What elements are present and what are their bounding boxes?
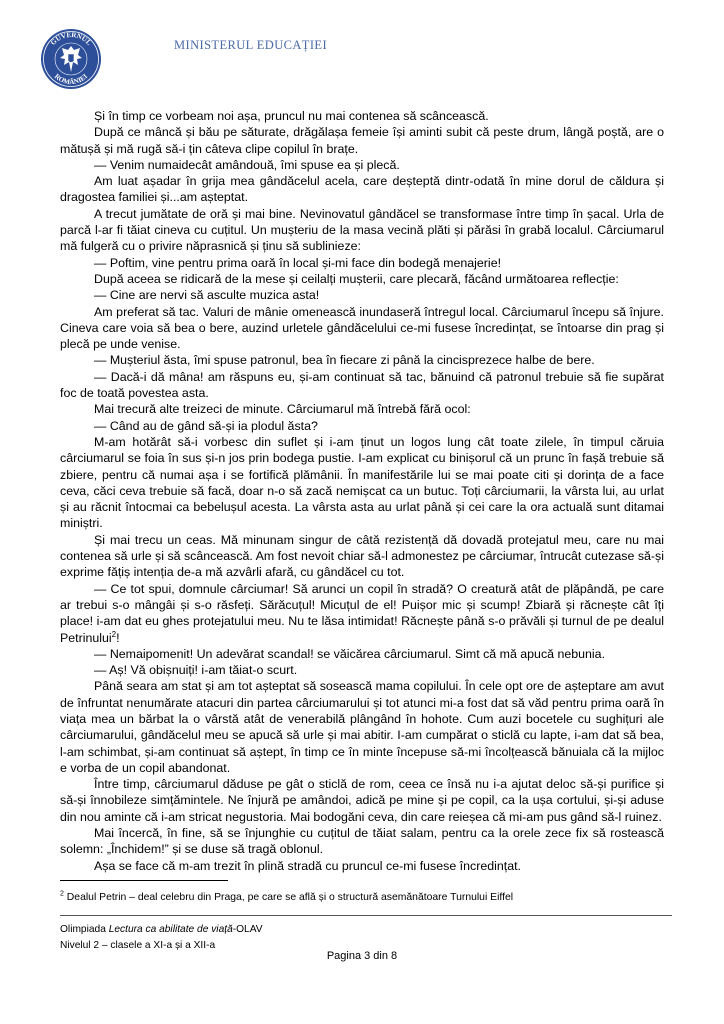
paragraph: A trecut jumătate de oră și mai bine. Nevinovatul gândăcel se transformase între timp în șacal. Urla de parcă l-ar fi tăiat cineva cu cuțitul. Un mușteriu de la masa vecină plăti și părăsi în grabă localul. Cârciumarul mă fulgeră cu o privire năprasnică și ținu să sublinieze: [60,206,664,254]
paragraph: — Poftim, vine pentru prima oară în local și-mi face din bodegă menajerie! [94,255,502,270]
footnote-text: Dealul Petrin – deal celebru din Praga, pe care se află și o structură asemănătoare Turnului Eiffel [63,892,514,903]
page-number: Pagina 3 din 8 [326,950,398,962]
paragraph: Am luat așadar în grija mea gândăcelul acela, care deșteptă dintr-odată în mine dorul de căldura și dragostea familiei și...am așteptat. [60,174,664,205]
footnote [60,892,670,903]
olympiad-suffix: -OLAV [232,924,263,935]
paragraph-with-footnote [60,581,664,646]
paragraph: După aceea se ridicară de la mese și ceilalți mușterii, care plecară, făcând următoarea reflecție: [94,271,619,286]
olympiad-prefix: Olimpiada [60,924,109,935]
paragraph: — Când au de gând să-și ia plodul ăsta? [94,418,318,433]
paragraph: După ce mâncă și bău pe săturate, drăgălașa femeie își aminti subit că peste drum, lângă poștă, are o mătușă și mă rugă să-i țin câteva clipe copilul în brațe. [60,125,664,156]
paragraph: Așa se face că m-am trezit în plină stradă cu pruncul ce-mi fusese încredințat. [94,858,521,873]
footnote-divider [60,880,228,881]
story-body [60,108,664,874]
government-logo [40,28,102,90]
paragraph: — Dacă-i dă mâna! am răspuns eu, și-am continuat să tac, bănuind că patronul trebuie să fie supărat foc de toată povestea asta. [60,369,664,401]
olympiad-line [60,922,263,938]
logo-text-bottom: ROMÂNIEI [52,72,90,87]
paragraph: — Nemaipomenit! Un adevărat scandal! se văicărea cârciumarul. Simt că mă apucă nebunia. [94,646,606,661]
level-line: Nivelul 2 – clasele a XI-a și a XII-a [60,940,216,951]
paragraph: M-am hotărât să-i vorbesc din suflet și i-am ținut un logos lung cât toate zilele, în timpul căruia cârciumarul se foia în sus și-n jos prin bodega pustie. I-am explicat cu binișorul că un prunc în fașă trebuie să zbiere, pentru că numai așa i se fortifică plămânii. În manifestările lui se mai poate citi și dorința de a face ceva, căci ceva trebuie să facă, doar n-o să zacă nemișcat ca un butuc. Toți cârciumarii, la vârsta lui, au urlat și au răcnit întocmai ca bebelușul acesta. La vârsta asta au urlat până și cei care la ora actuală sunt ditamai miniștri. [60,434,664,531]
paragraph: — Mușteriul ăsta, îmi spuse patronul, bea în fiecare zi până la cincisprezece halbe de bere. [94,353,595,368]
paragraph: Mai încercă, în fine, să se înjunghie cu cuțitul de tăiat salam, pentru ca la orele zece fix să rostească solemn: „Închidem!” și se duse să tragă oblonul. [60,826,664,857]
olympiad-title: Lectura ca abilitate de viață [108,924,233,935]
footer-divider [60,915,672,916]
logo-text-top: GUVERNUL [49,30,93,47]
paragraph: Mai trecură alte treizeci de minute. Cârciumarul mă întrebă fără ocol: [94,402,471,417]
footnote-marker: 2 [60,890,64,898]
paragraph: Am preferat să tac. Valuri de mânie omenească inundaseră întregul local. Cârciumarul începu să înjure. Cineva care voia să bea o bere, auzind urletele gândăcelului ce-mi fusese încredințat, se întoarse din prag și plecă pe unde venise. [60,304,664,352]
paragraph: — Venim numaidecât amândouă, îmi spuse ea și plecă. [94,157,400,172]
paragraph: Și în timp ce vorbeam noi așa, pruncul nu mai contenea să scâncească. [94,109,489,123]
ministry-title: MINISTERUL EDUCAȚIEI [174,38,328,52]
paragraph: Și mai trecu un ceas. Mă minunam singur de câtă rezistență dă dovadă protejatul meu, care nu mai contenea să urle și să scâncească. Am fost nevoit chiar să-l admonestez pe cârciumar, întrucât cutezase să-și exprime fățiș intenția de-a mă azvârli afară, cu gândăcel cu tot. [60,532,664,580]
paragraph: — Aș! Vă obișnuiți! i-am tăiat-o scurt. [94,663,298,678]
page-header [40,28,680,92]
paragraph-text: — Ce tot spui, domnule cârciumar! Să arunci un copil în stradă? O creatură atât de plăpândă, pe care ar trebui s-o mângâi și s-o răsfeți. Sărăcuțul! Micuțul de el! Puișor mic și scump! Zbiară și răcnește cât îți place! i-am dat eu ghes protejatului meu. Nu te lăsa intimidat! Răcnește până s-o prăvăli și turnul de pe dealul Petrinului [60,581,664,645]
paragraph-end: ! [116,630,120,645]
paragraph: Până seara am stat și am tot așteptat să sosească mama copilului. În cele opt ore de așteptare am avut de înfruntat nenumărate atacuri din partea cârciumarului și tot atunci mi-a fost dat să văd pentru prima oară în viața mea un bărbat la o vârstă atât de venerabilă plângând în hohote. Cum auzi bocetele cu sughițuri ale cârciumarului, gândăcelul meu se apucă să urle și mai abitir. I-am cumpărat o sticlă cu lapte, i-am dat să bea, l-am schimbat, și-am continuat să aștept, în timp ce în minte începuse să-mi încolțească bănuiala că la mijloc e vorba de un copil abandonat. [60,679,664,775]
paragraph: Între timp, cârciumarul dăduse pe gât o sticlă de rom, ceea ce însă nu i-a ajutat deloc să-și purifice și să-și înnobileze simțămintele. Ne înjură pe amândoi, adică pe mine și pe copil, ca la ușa cortului, și-și aduse din nou aminte că i-am stricat negustoria. Mai bodogăni ceva, din care reieșea că mi-am pus gând să-l ruinez. [60,777,664,824]
paragraph: — Cine are nervi să asculte muzica asta! [94,288,320,303]
footnote-reference[interactable]: 2 [111,629,117,639]
